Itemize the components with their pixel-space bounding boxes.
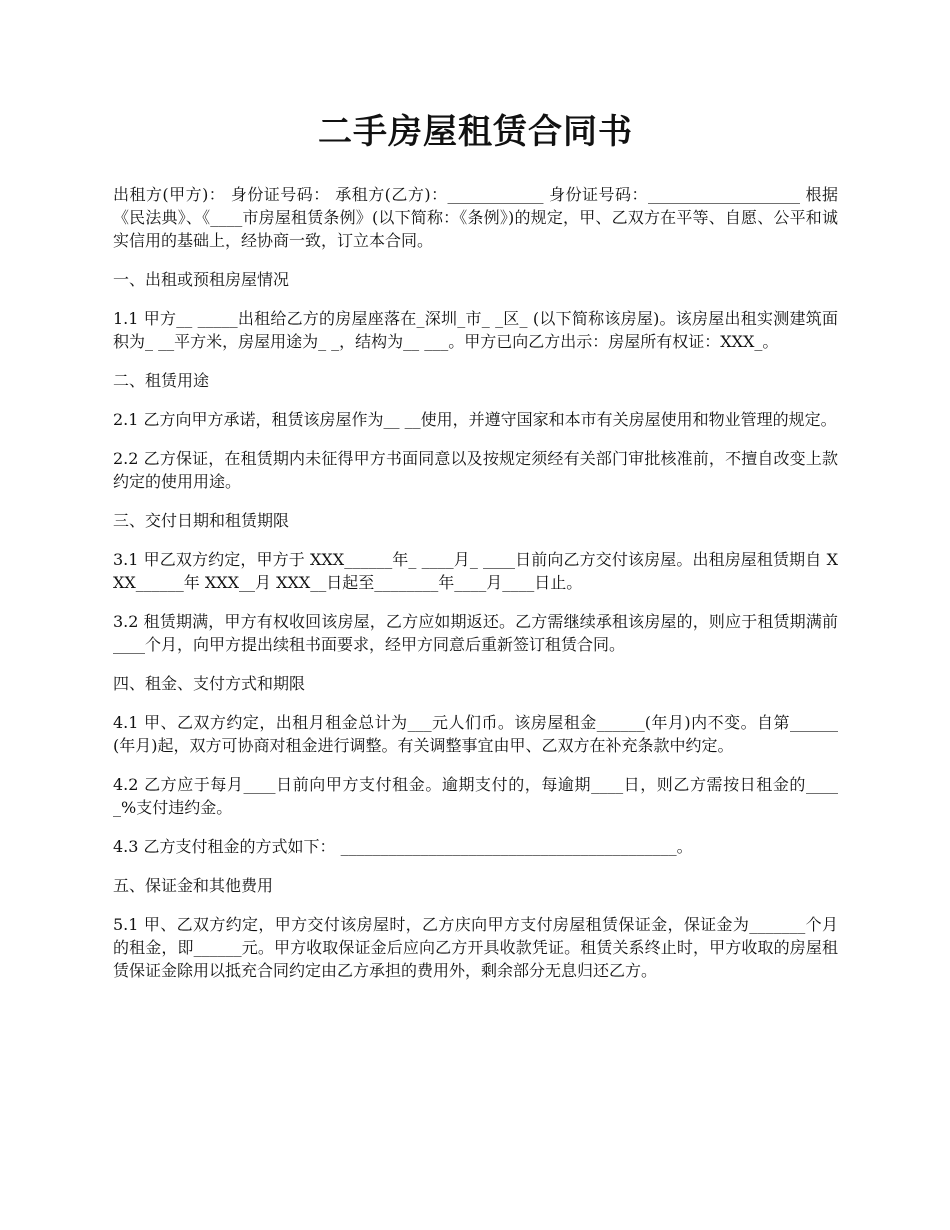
clause-3-2: 3.2 租赁期满，甲方有权收回该房屋，乙方应如期返还。乙方需继续承租该房屋的，则应于租赁期满前____个月，向甲方提出续租书面要求，经甲方同意后重新签订租赁合同。 xyxy=(113,611,838,654)
document-page xyxy=(113,112,838,998)
clause-4-3: 4.3 乙方支付租金的方式如下： __________________________________________。 xyxy=(113,836,693,856)
section-heading-3: 三、交付日期和租赁期限 xyxy=(113,510,290,530)
section-heading-1: 一、出租或预租房屋情况 xyxy=(113,269,290,289)
clause-2-1: 2.1 乙方向甲方承诺，租赁该房屋作为__ __使用，并遵守国家和本市有关房屋使用和物业管理的规定。 xyxy=(113,409,837,429)
clause-3-1: 3.1 甲乙双方约定，甲方于 XXX______年_ ____月_ ____日前向乙方交付该房屋。出租房屋租赁期自 XXX______年 XXX__月 XXX__日起至________年____月____日止。 xyxy=(113,549,838,592)
clause-4-2: 4.2 乙方应于每月____日前向甲方支付租金。逾期支付的，每逾期____日，则乙方需按日租金的_____%支付违约金。 xyxy=(113,774,838,817)
clause-2-2: 2.2 乙方保证，在租赁期内未征得甲方书面同意以及按规定须经有关部门审批核准前，不擅自改变上款约定的使用用途。 xyxy=(113,448,838,491)
clause-1-1: 1.1 甲方__ _____出租给乙方的房屋座落在_深圳_市_ _区_ (以下简称该房屋)。该房屋出租实测建筑面积为_ __平方米，房屋用途为_ _，结构为__ ___。甲方已向乙方出示：房屋所有权证：XXX_。 xyxy=(113,308,838,351)
clause-5-1: 5.1 甲、乙双方约定，甲方交付该房屋时，乙方庆向甲方支付房屋租赁保证金，保证金为_______个月的租金，即______元。甲方收取保证金后应向乙方开具收款凭证。租赁关系终止时，甲方收取的房屋租赁保证金除用以抵充合同约定由乙方承担的费用外，剩余部分无息归还乙方。 xyxy=(113,914,838,980)
section-heading-2: 二、租赁用途 xyxy=(113,370,210,390)
clause-4-1: 4.1 甲、乙双方约定，出租月租金总计为___元人们币。该房屋租金______(年月)内不变。自第______(年月)起，双方可协商对租金进行调整。有关调整事宜由甲、乙双方在补充条款中约定。 xyxy=(113,712,838,755)
preamble-paragraph: 出租方(甲方)： 身份证号码： 承租方(乙方)：____________ 身份证号码：___________________ 根据《民法典》、《____市房屋租赁条例》(以下简称：《条例》)的规定，甲、乙双方在平等、自愿、公平和诚实信用的基础上，经协商一致，订立本合同。 xyxy=(113,184,838,250)
document-title: 二手房屋租赁合同书 xyxy=(318,112,633,152)
section-heading-4: 四、租金、支付方式和期限 xyxy=(113,673,306,693)
section-heading-5: 五、保证金和其他费用 xyxy=(113,875,274,895)
